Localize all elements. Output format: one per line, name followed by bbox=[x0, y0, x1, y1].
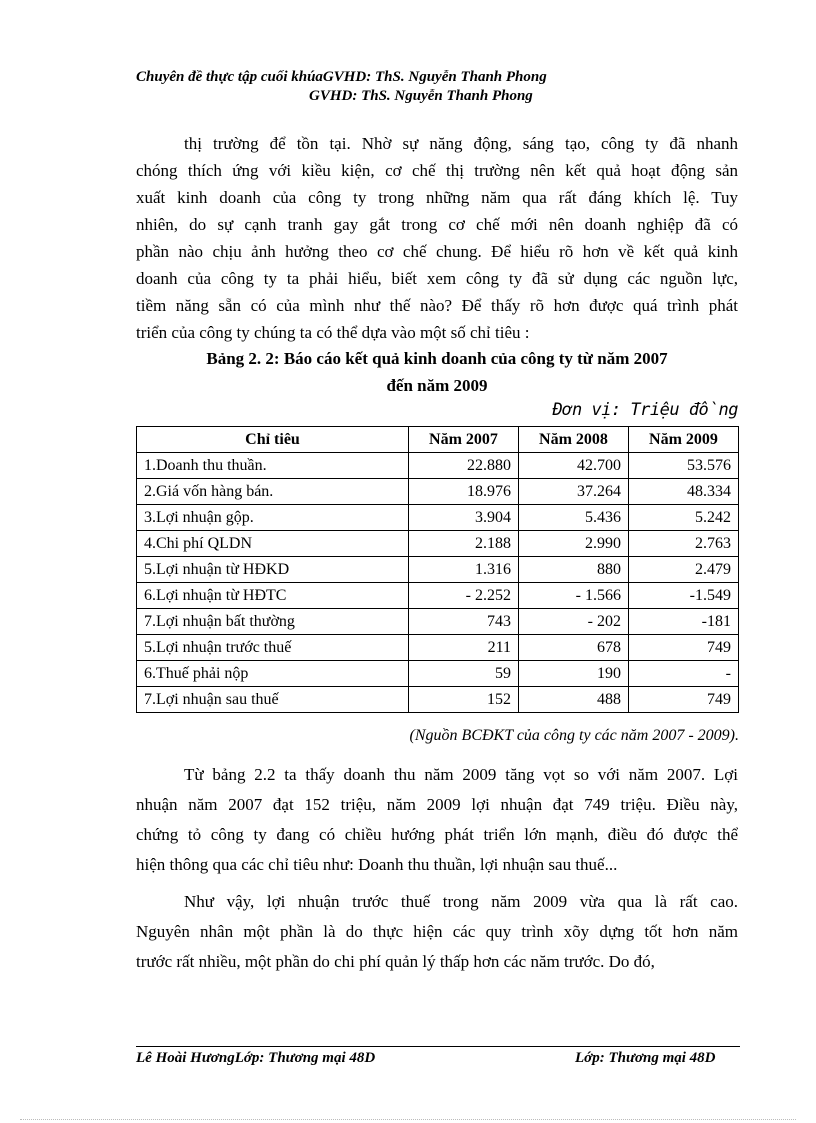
table-cell: 5.436 bbox=[519, 505, 629, 531]
table-cell: 880 bbox=[519, 557, 629, 583]
table-row bbox=[137, 661, 739, 687]
column-header: Năm 2007 bbox=[409, 427, 519, 453]
page-bottom-edge bbox=[20, 1119, 796, 1120]
table-header-row bbox=[137, 427, 739, 453]
row-label: 5.Lợi nhuận trước thuế bbox=[137, 635, 409, 661]
table-cell: -1.549 bbox=[629, 583, 739, 609]
table-cell: 2.990 bbox=[519, 531, 629, 557]
text-line: phần nào chịu ảnh hưởng theo cơ chế chung. Để hiểu rõ hơn về kết quả kinh bbox=[136, 242, 738, 261]
row-label: 3.Lợi nhuận gộp. bbox=[137, 505, 409, 531]
running-header bbox=[136, 68, 736, 106]
table-cell: 22.880 bbox=[409, 453, 519, 479]
text-line: nhiên, do sự cạnh tranh gay gắt trong cơ chế mới nên doanh nghiệp đã có bbox=[136, 215, 738, 234]
unit-label: Đơn vị: Triệu đồng bbox=[552, 400, 738, 420]
table-cell: 42.700 bbox=[519, 453, 629, 479]
table-caption-line-1: Bảng 2. 2: Báo cáo kết quả kinh doanh của công ty từ năm 2007 bbox=[206, 349, 668, 368]
text-line: xuất kinh doanh của công ty trong những năm qua rất đáng khích lệ. Tuy bbox=[136, 188, 738, 207]
table-cell: 18.976 bbox=[409, 479, 519, 505]
table-cell: 3.904 bbox=[409, 505, 519, 531]
table-cell: - 202 bbox=[519, 609, 629, 635]
column-header: Năm 2008 bbox=[519, 427, 629, 453]
table-row bbox=[137, 531, 739, 557]
column-header: Chỉ tiêu bbox=[137, 427, 409, 453]
table-cell: 749 bbox=[629, 635, 739, 661]
intro-paragraph bbox=[136, 130, 738, 346]
table-cell: 2.479 bbox=[629, 557, 739, 583]
table-cell: 2.763 bbox=[629, 531, 739, 557]
header-line-1: Chuyên đề thực tập cuối khúaGVHD: ThS. Nguyễn Thanh Phong bbox=[136, 69, 547, 85]
text-line: chứng tỏ công ty đang có chiều hướng phát triển lớn mạnh, điều đó được thể bbox=[136, 825, 738, 844]
table-cell: 488 bbox=[519, 687, 629, 713]
table-cell: - bbox=[629, 661, 739, 687]
table-cell: 190 bbox=[519, 661, 629, 687]
text-line: triển của công ty chúng ta có thể dựa vào một số chỉ tiêu : bbox=[136, 323, 530, 342]
table-row bbox=[137, 453, 739, 479]
table-cell: 1.316 bbox=[409, 557, 519, 583]
text-line: trước rất nhiều, một phần do chi phí quản lý thấp hơn các năm trước. Do đó, bbox=[136, 952, 655, 971]
table-row bbox=[137, 557, 739, 583]
table-cell: 749 bbox=[629, 687, 739, 713]
table-cell: - 1.566 bbox=[519, 583, 629, 609]
table-row bbox=[137, 505, 739, 531]
table-cell: - 2.252 bbox=[409, 583, 519, 609]
column-header: Năm 2009 bbox=[629, 427, 739, 453]
header-line-2: GVHD: ThS. Nguyễn Thanh Phong bbox=[309, 88, 533, 104]
table-caption-line-2: đến năm 2009 bbox=[386, 376, 488, 395]
row-label: 7.Lợi nhuận bất thường bbox=[137, 609, 409, 635]
text-line: hiện thông qua các chỉ tiêu như: Doanh thu thuần, lợi nhuận sau thuế... bbox=[136, 855, 618, 874]
source-note: (Nguồn BCĐKT của công ty các năm 2007 - 2009). bbox=[409, 727, 739, 744]
table-cell: -181 bbox=[629, 609, 739, 635]
text-line: chóng thích ứng với kiều kiện, cơ chế thị trường nên kết quả hoạt động sản bbox=[136, 161, 738, 180]
table-cell: 678 bbox=[519, 635, 629, 661]
row-label: 1.Doanh thu thuần. bbox=[137, 453, 409, 479]
table-cell: 37.264 bbox=[519, 479, 629, 505]
row-label: 7.Lợi nhuận sau thuế bbox=[137, 687, 409, 713]
table-cell: 53.576 bbox=[629, 453, 739, 479]
table-caption bbox=[136, 345, 738, 399]
table-cell: 743 bbox=[409, 609, 519, 635]
table-row bbox=[137, 687, 739, 713]
table-cell: 2.188 bbox=[409, 531, 519, 557]
table-cell: 152 bbox=[409, 687, 519, 713]
footer-class: Lớp: Thương mại 48D bbox=[575, 1050, 716, 1066]
business-results-table bbox=[136, 426, 739, 713]
conclusion-paragraph bbox=[136, 887, 738, 977]
table-cell: 5.242 bbox=[629, 505, 739, 531]
footer-author: Lê Hoài HươngLớp: Thương mại 48D bbox=[136, 1050, 376, 1066]
row-label: 6.Lợi nhuận từ HĐTC bbox=[137, 583, 409, 609]
table-cell: 211 bbox=[409, 635, 519, 661]
row-label: 4.Chi phí QLDN bbox=[137, 531, 409, 557]
text-line: doanh của công ty ta phải hiểu, biết xem công ty đã sử dụng các nguồn lực, bbox=[136, 269, 738, 288]
table-row bbox=[137, 609, 739, 635]
row-label: 5.Lợi nhuận từ HĐKD bbox=[137, 557, 409, 583]
row-label: 6.Thuế phải nộp bbox=[137, 661, 409, 687]
table-row bbox=[137, 583, 739, 609]
text-line: thị trường để tồn tại. Nhờ sự năng động, sáng tạo, công ty đã nhanh bbox=[184, 134, 738, 153]
text-line: Nguyên nhân một phần là do thực hiện các quy trình xõy dựng tốt hơn năm bbox=[136, 922, 738, 941]
table-cell: 59 bbox=[409, 661, 519, 687]
analysis-paragraph bbox=[136, 760, 738, 880]
table-row bbox=[137, 635, 739, 661]
row-label: 2.Giá vốn hàng bán. bbox=[137, 479, 409, 505]
table-cell: 48.334 bbox=[629, 479, 739, 505]
text-line: tiềm năng sẵn có của mình như thế nào? Để thấy rõ hơn được quá trình phát bbox=[136, 296, 738, 315]
text-line: Từ bảng 2.2 ta thấy doanh thu năm 2009 tăng vọt so với năm 2007. Lợi bbox=[184, 765, 738, 784]
footer-divider bbox=[136, 1046, 740, 1047]
text-line: Như vậy, lợi nhuận trước thuế trong năm 2009 vừa qua là rất cao. bbox=[184, 892, 738, 911]
table-row bbox=[137, 479, 739, 505]
text-line: nhuận năm 2007 đạt 152 triệu, năm 2009 lợi nhuận đạt 749 triệu. Điều này, bbox=[136, 795, 738, 814]
